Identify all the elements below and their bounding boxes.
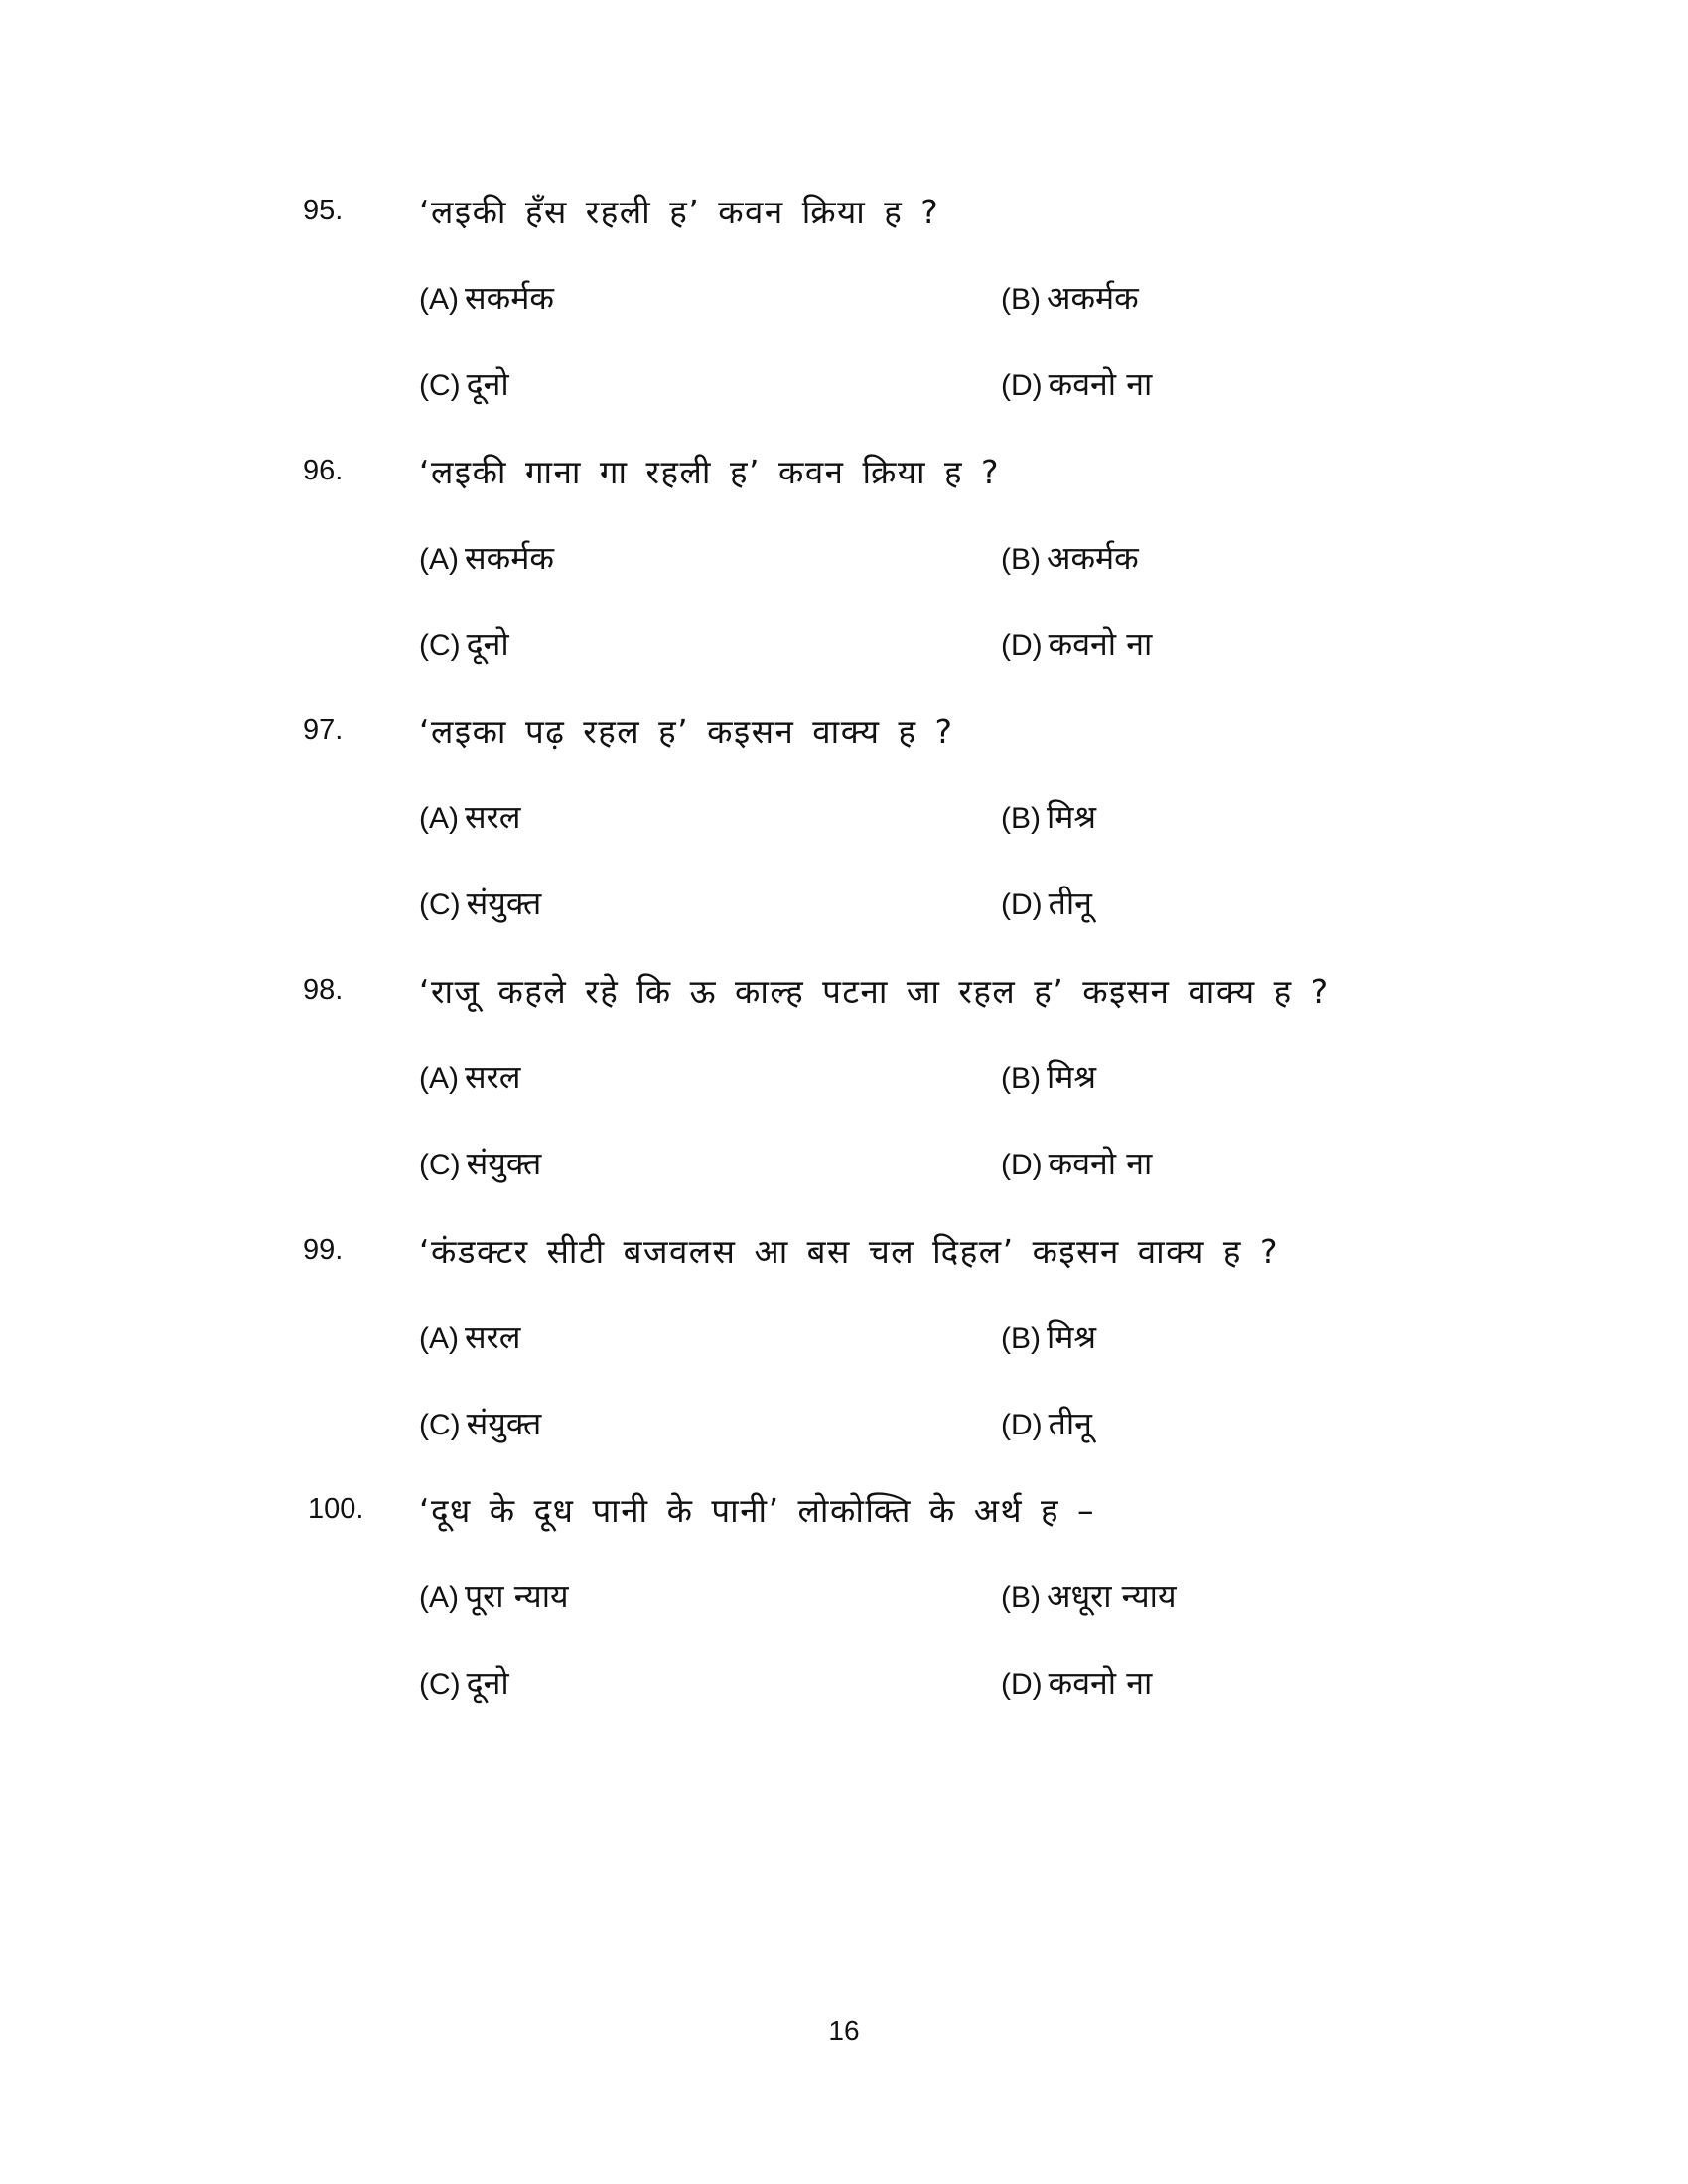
option-letter: (D) (1001, 1149, 1043, 1181)
option-b (1001, 536, 1139, 579)
option-letter: (B) (1001, 543, 1041, 576)
option-letter: (B) (1001, 1322, 1041, 1355)
option-d (1001, 1661, 1152, 1704)
question-text: ‘राजू कहले रहे कि ऊ काल्ह पटना जा रहल ह’ कइसन वाक्य ह ? (419, 972, 1330, 1011)
option-b (1001, 276, 1139, 319)
option-text: सरल (465, 1058, 521, 1096)
option-a (419, 1315, 520, 1358)
option-letter: (D) (1001, 369, 1043, 402)
option-d (1001, 362, 1152, 405)
option-letter: (A) (419, 802, 459, 835)
option-a (419, 276, 554, 319)
option-c (419, 882, 541, 924)
option-a (419, 536, 554, 579)
option-d (1001, 1402, 1092, 1444)
question-text: ‘लइकी गाना गा रहली ह’ कवन क्रिया ह ? (419, 453, 1001, 491)
option-text: मिश्र (1047, 1058, 1097, 1096)
page-number: 16 (828, 2015, 860, 2046)
option-text: सकर्मक (465, 279, 554, 317)
option-text: कवनो ना (1048, 1664, 1153, 1702)
option-c (419, 1142, 541, 1184)
option-text: संयुक्त (466, 1145, 542, 1182)
option-letter: (C) (419, 1668, 461, 1701)
option-letter: (A) (419, 283, 459, 316)
option-c (419, 1661, 509, 1704)
option-text: सरल (465, 798, 521, 836)
question-95 (0, 189, 1688, 447)
option-letter: (C) (419, 369, 461, 402)
option-letter: (A) (419, 543, 459, 576)
question-98 (0, 968, 1688, 1226)
option-text: अधूरा न्याय (1047, 1577, 1177, 1615)
option-text: संयुक्त (466, 885, 542, 922)
question-text: ‘कंडक्टर सीटी बजवलस आ बस चल दिहल’ कइसन वाक्य ह ? (419, 1232, 1279, 1271)
option-letter: (C) (419, 888, 461, 921)
option-letter: (C) (419, 1149, 461, 1181)
option-text: पूरा न्याय (465, 1577, 569, 1615)
question-number: 96. (303, 455, 344, 486)
option-c (419, 362, 509, 405)
option-text: कवनो ना (1048, 365, 1153, 403)
option-letter: (B) (1001, 1062, 1041, 1095)
option-b (1001, 1574, 1177, 1617)
option-text: तीनू (1048, 885, 1092, 922)
option-letter: (A) (419, 1322, 459, 1355)
option-text: दूनो (466, 365, 509, 403)
question-number: 98. (303, 974, 344, 1006)
option-text: अकर्मक (1047, 279, 1139, 317)
option-b (1001, 1055, 1096, 1098)
question-text: ‘दूध के दूध पानी के पानी’ लोकोक्ति के अर्थ ह – (419, 1491, 1096, 1530)
question-number: 99. (303, 1234, 344, 1266)
option-letter: (C) (419, 629, 461, 662)
option-b (1001, 795, 1096, 838)
question-97 (0, 708, 1688, 966)
option-letter: (D) (1001, 1409, 1043, 1441)
option-text: सकर्मक (465, 539, 554, 577)
option-text: अकर्मक (1047, 539, 1139, 577)
option-text: मिश्र (1047, 798, 1097, 836)
option-text: सरल (465, 1318, 521, 1356)
option-c (419, 622, 509, 665)
option-a (419, 1574, 569, 1617)
option-text: कवनो ना (1048, 1145, 1153, 1182)
option-letter: (D) (1001, 629, 1043, 662)
option-letter: (A) (419, 1062, 459, 1095)
question-number: 97. (303, 714, 344, 746)
option-letter: (B) (1001, 283, 1041, 316)
question-number: 95. (303, 195, 344, 226)
option-d (1001, 622, 1152, 665)
option-text: दूनो (466, 625, 509, 663)
question-96 (0, 449, 1688, 707)
option-text: मिश्र (1047, 1318, 1097, 1356)
option-letter: (B) (1001, 1581, 1041, 1614)
question-number: 100. (308, 1493, 364, 1525)
option-letter: (C) (419, 1409, 461, 1441)
option-text: दूनो (466, 1664, 509, 1702)
option-d (1001, 882, 1092, 924)
option-a (419, 795, 520, 838)
option-letter: (D) (1001, 888, 1043, 921)
option-letter: (D) (1001, 1668, 1043, 1701)
option-letter: (A) (419, 1581, 459, 1614)
question-99 (0, 1228, 1688, 1486)
question-text: ‘लइका पढ़ रहल ह’ कइसन वाक्य ह ? (419, 712, 954, 751)
option-b (1001, 1315, 1096, 1358)
option-letter: (B) (1001, 802, 1041, 835)
question-text: ‘लइकी हँस रहली ह’ कवन क्रिया ह ? (419, 193, 940, 231)
option-text: कवनो ना (1048, 625, 1153, 663)
option-text: संयुक्त (466, 1405, 542, 1442)
option-text: तीनू (1048, 1405, 1092, 1442)
option-a (419, 1055, 520, 1098)
option-d (1001, 1142, 1152, 1184)
option-c (419, 1402, 541, 1444)
question-100 (0, 1487, 1688, 1745)
